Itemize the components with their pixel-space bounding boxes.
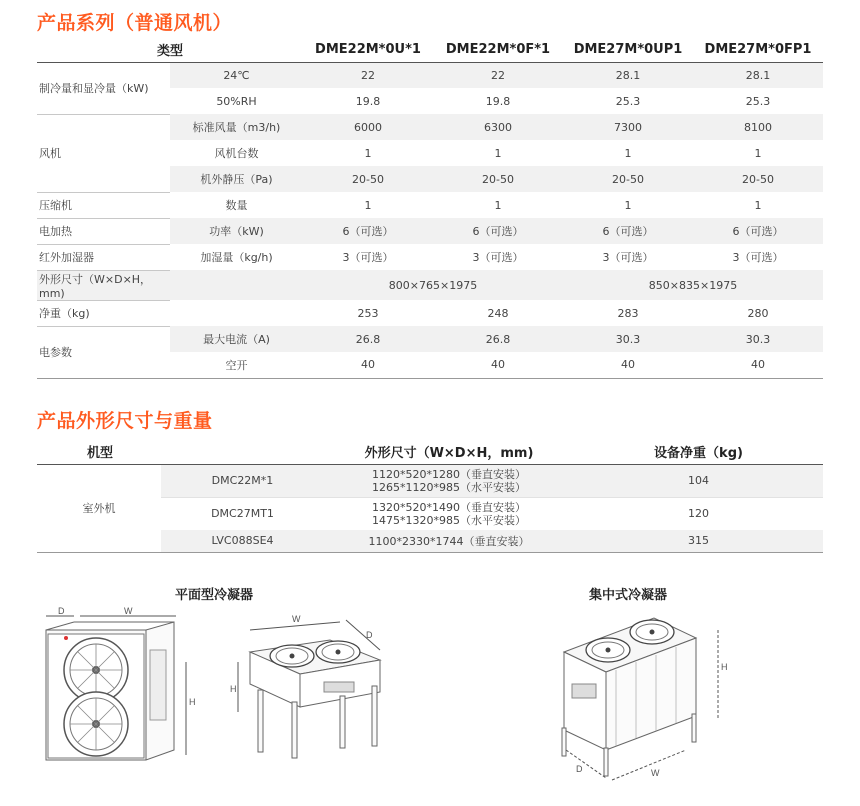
spec-value: 1	[364, 198, 372, 212]
spec-value: 3（可选）	[342, 251, 394, 264]
spec-value: 30.3	[563, 326, 693, 352]
central-condenser-illustration	[546, 600, 736, 800]
spec-value: 6（可选）	[433, 218, 563, 244]
header-model-type: 机型	[37, 440, 161, 464]
spec-sub-label: 最大电流（A)	[170, 326, 303, 352]
header-model: DME27M*0FP1	[693, 38, 823, 62]
spec-value: 1	[624, 146, 632, 160]
dim-weight: 315	[574, 530, 823, 552]
spec-table	[37, 38, 823, 379]
dim-size-line: 1120*520*1280（垂直安装）	[372, 467, 526, 481]
spec-value: 253	[357, 306, 379, 320]
dim-label-h: H	[230, 684, 237, 694]
dim-model: DMC27MT1	[161, 497, 324, 530]
fan-icon	[270, 645, 314, 667]
spec-value: 20-50	[563, 166, 693, 192]
dim-label-h: H	[721, 662, 728, 672]
spec-group-label: 外形尺寸（W×D×H，mm)	[37, 270, 170, 300]
spec-value: 20-50	[433, 166, 563, 192]
spec-group-label: 压缩机	[37, 192, 170, 218]
dim-label-h: H	[189, 697, 196, 707]
spec-row	[37, 300, 823, 326]
spec-row	[37, 326, 823, 352]
spec-value: 1	[624, 198, 632, 212]
spec-row	[37, 114, 823, 140]
spec-value: 40	[433, 352, 563, 378]
spec-value: 28.1	[563, 62, 693, 88]
spec-row	[37, 244, 823, 270]
horizontal-condenser-illustration	[230, 612, 390, 762]
dim-model: LVC088SE4	[161, 530, 324, 552]
spec-value: 1	[364, 146, 372, 160]
spec-merged-value: 850×835×1975	[563, 270, 823, 300]
spec-group-label: 风机	[37, 114, 170, 192]
spec-sub-label: 功率（kW)	[170, 218, 303, 244]
spec-group-label: 电参数	[37, 326, 170, 378]
dim-label-d: D	[576, 764, 583, 774]
fan-icon	[316, 641, 360, 663]
dim-label-w: W	[124, 606, 133, 616]
spec-value: 6（可选）	[563, 218, 693, 244]
spec-value: 25.3	[615, 94, 641, 108]
vertical-condenser-illustration	[36, 600, 206, 770]
dim-size-cell	[324, 464, 574, 497]
spec-value: 1	[754, 146, 762, 160]
fan-icon	[630, 620, 674, 644]
header-dimensions: 外形尺寸（W×D×H，mm)	[324, 440, 574, 464]
figure-title-central-condenser: 集中式冷凝器	[589, 588, 668, 603]
spec-group-label: 净重（kg)	[37, 300, 170, 326]
spec-value: 7300	[563, 114, 693, 140]
spec-value: 1	[754, 198, 762, 212]
spec-value: 6300	[433, 114, 563, 140]
spec-value: 248	[487, 306, 509, 320]
spec-value: 283	[617, 306, 639, 320]
fan-icon	[64, 692, 128, 756]
spec-value: 20-50	[693, 166, 823, 192]
dim-weight: 104	[574, 464, 823, 497]
spec-value: 6000	[303, 114, 433, 140]
spec-sub-label: 标准风量（m3/h)	[170, 114, 303, 140]
spec-sub-label	[170, 270, 303, 300]
dim-label-w: W	[651, 768, 660, 778]
spec-sub-label: 风机台数	[214, 147, 259, 160]
spec-value: 19.8	[355, 94, 381, 108]
dim-size-line: 1320*520*1490（垂直安装）	[372, 500, 526, 514]
spec-group-label: 电加热	[37, 218, 170, 244]
spec-sub-label: 空开	[170, 352, 303, 378]
dim-weight: 120	[574, 497, 823, 530]
spec-sub-label: 50%RH	[216, 94, 257, 108]
dim-label-d: D	[366, 630, 373, 640]
spec-value: 1	[494, 198, 502, 212]
spec-value: 20-50	[303, 166, 433, 192]
dim-size-line: 1475*1320*985（水平安装）	[372, 513, 526, 527]
spec-value: 40	[563, 352, 693, 378]
dimension-table	[37, 440, 823, 553]
spec-value: 40	[693, 352, 823, 378]
spec-value: 28.1	[693, 62, 823, 88]
spec-row	[37, 270, 823, 300]
spec-value: 1	[494, 146, 502, 160]
spec-sub-label: 24℃	[170, 62, 303, 88]
spec-value: 22	[433, 62, 563, 88]
spec-value: 30.3	[693, 326, 823, 352]
spec-row	[37, 192, 823, 218]
spec-row	[37, 62, 823, 88]
dim-label-d: D	[58, 606, 65, 616]
spec-value: 26.8	[433, 326, 563, 352]
spec-value: 26.8	[303, 326, 433, 352]
spec-sub-label	[170, 300, 303, 326]
dim-group-outdoor: 室外机	[37, 464, 161, 552]
header-type: 类型	[37, 38, 303, 62]
spec-value: 19.8	[485, 94, 511, 108]
header-model: DME22M*0F*1	[433, 38, 563, 62]
spec-value: 40	[303, 352, 433, 378]
spec-value: 6（可选）	[303, 218, 433, 244]
spec-value: 3（可选）	[602, 251, 654, 264]
spec-value: 25.3	[745, 94, 771, 108]
spec-row	[37, 218, 823, 244]
spec-value: 280	[747, 306, 769, 320]
header-model: DME27M*0UP1	[563, 38, 693, 62]
spec-value: 6（可选）	[693, 218, 823, 244]
header-weight: 设备净重（kg)	[574, 440, 823, 464]
spec-merged-value: 800×765×1975	[303, 270, 563, 300]
section-title-product-series: 产品系列（普通风机）	[37, 12, 233, 34]
spec-group-label: 制冷量和显冷量（kW)	[37, 62, 170, 114]
spec-sub-label: 机外静压（Pa)	[170, 166, 303, 192]
dim-model: DMC22M*1	[161, 464, 324, 497]
spec-value: 3（可选）	[732, 251, 784, 264]
figure-title-flat-condenser: 平面型冷凝器	[175, 588, 254, 603]
header-model: DME22M*0U*1	[303, 38, 433, 62]
spec-value: 22	[303, 62, 433, 88]
spec-sub-label: 数量	[225, 199, 248, 212]
section-title-dimensions: 产品外形尺寸与重量	[37, 410, 213, 432]
dim-label-w: W	[292, 614, 301, 624]
dim-size-line: 1265*1120*985（水平安装）	[372, 480, 526, 494]
dim-size-cell	[324, 497, 574, 530]
fan-icon	[586, 638, 630, 662]
spec-value: 3（可选）	[472, 251, 524, 264]
spec-sub-label: 加湿量（kg/h)	[200, 251, 273, 264]
dim-size-line: 1100*2330*1744（垂直安装）	[324, 530, 574, 552]
spec-value: 8100	[693, 114, 823, 140]
spec-group-label: 红外加湿器	[37, 244, 170, 270]
